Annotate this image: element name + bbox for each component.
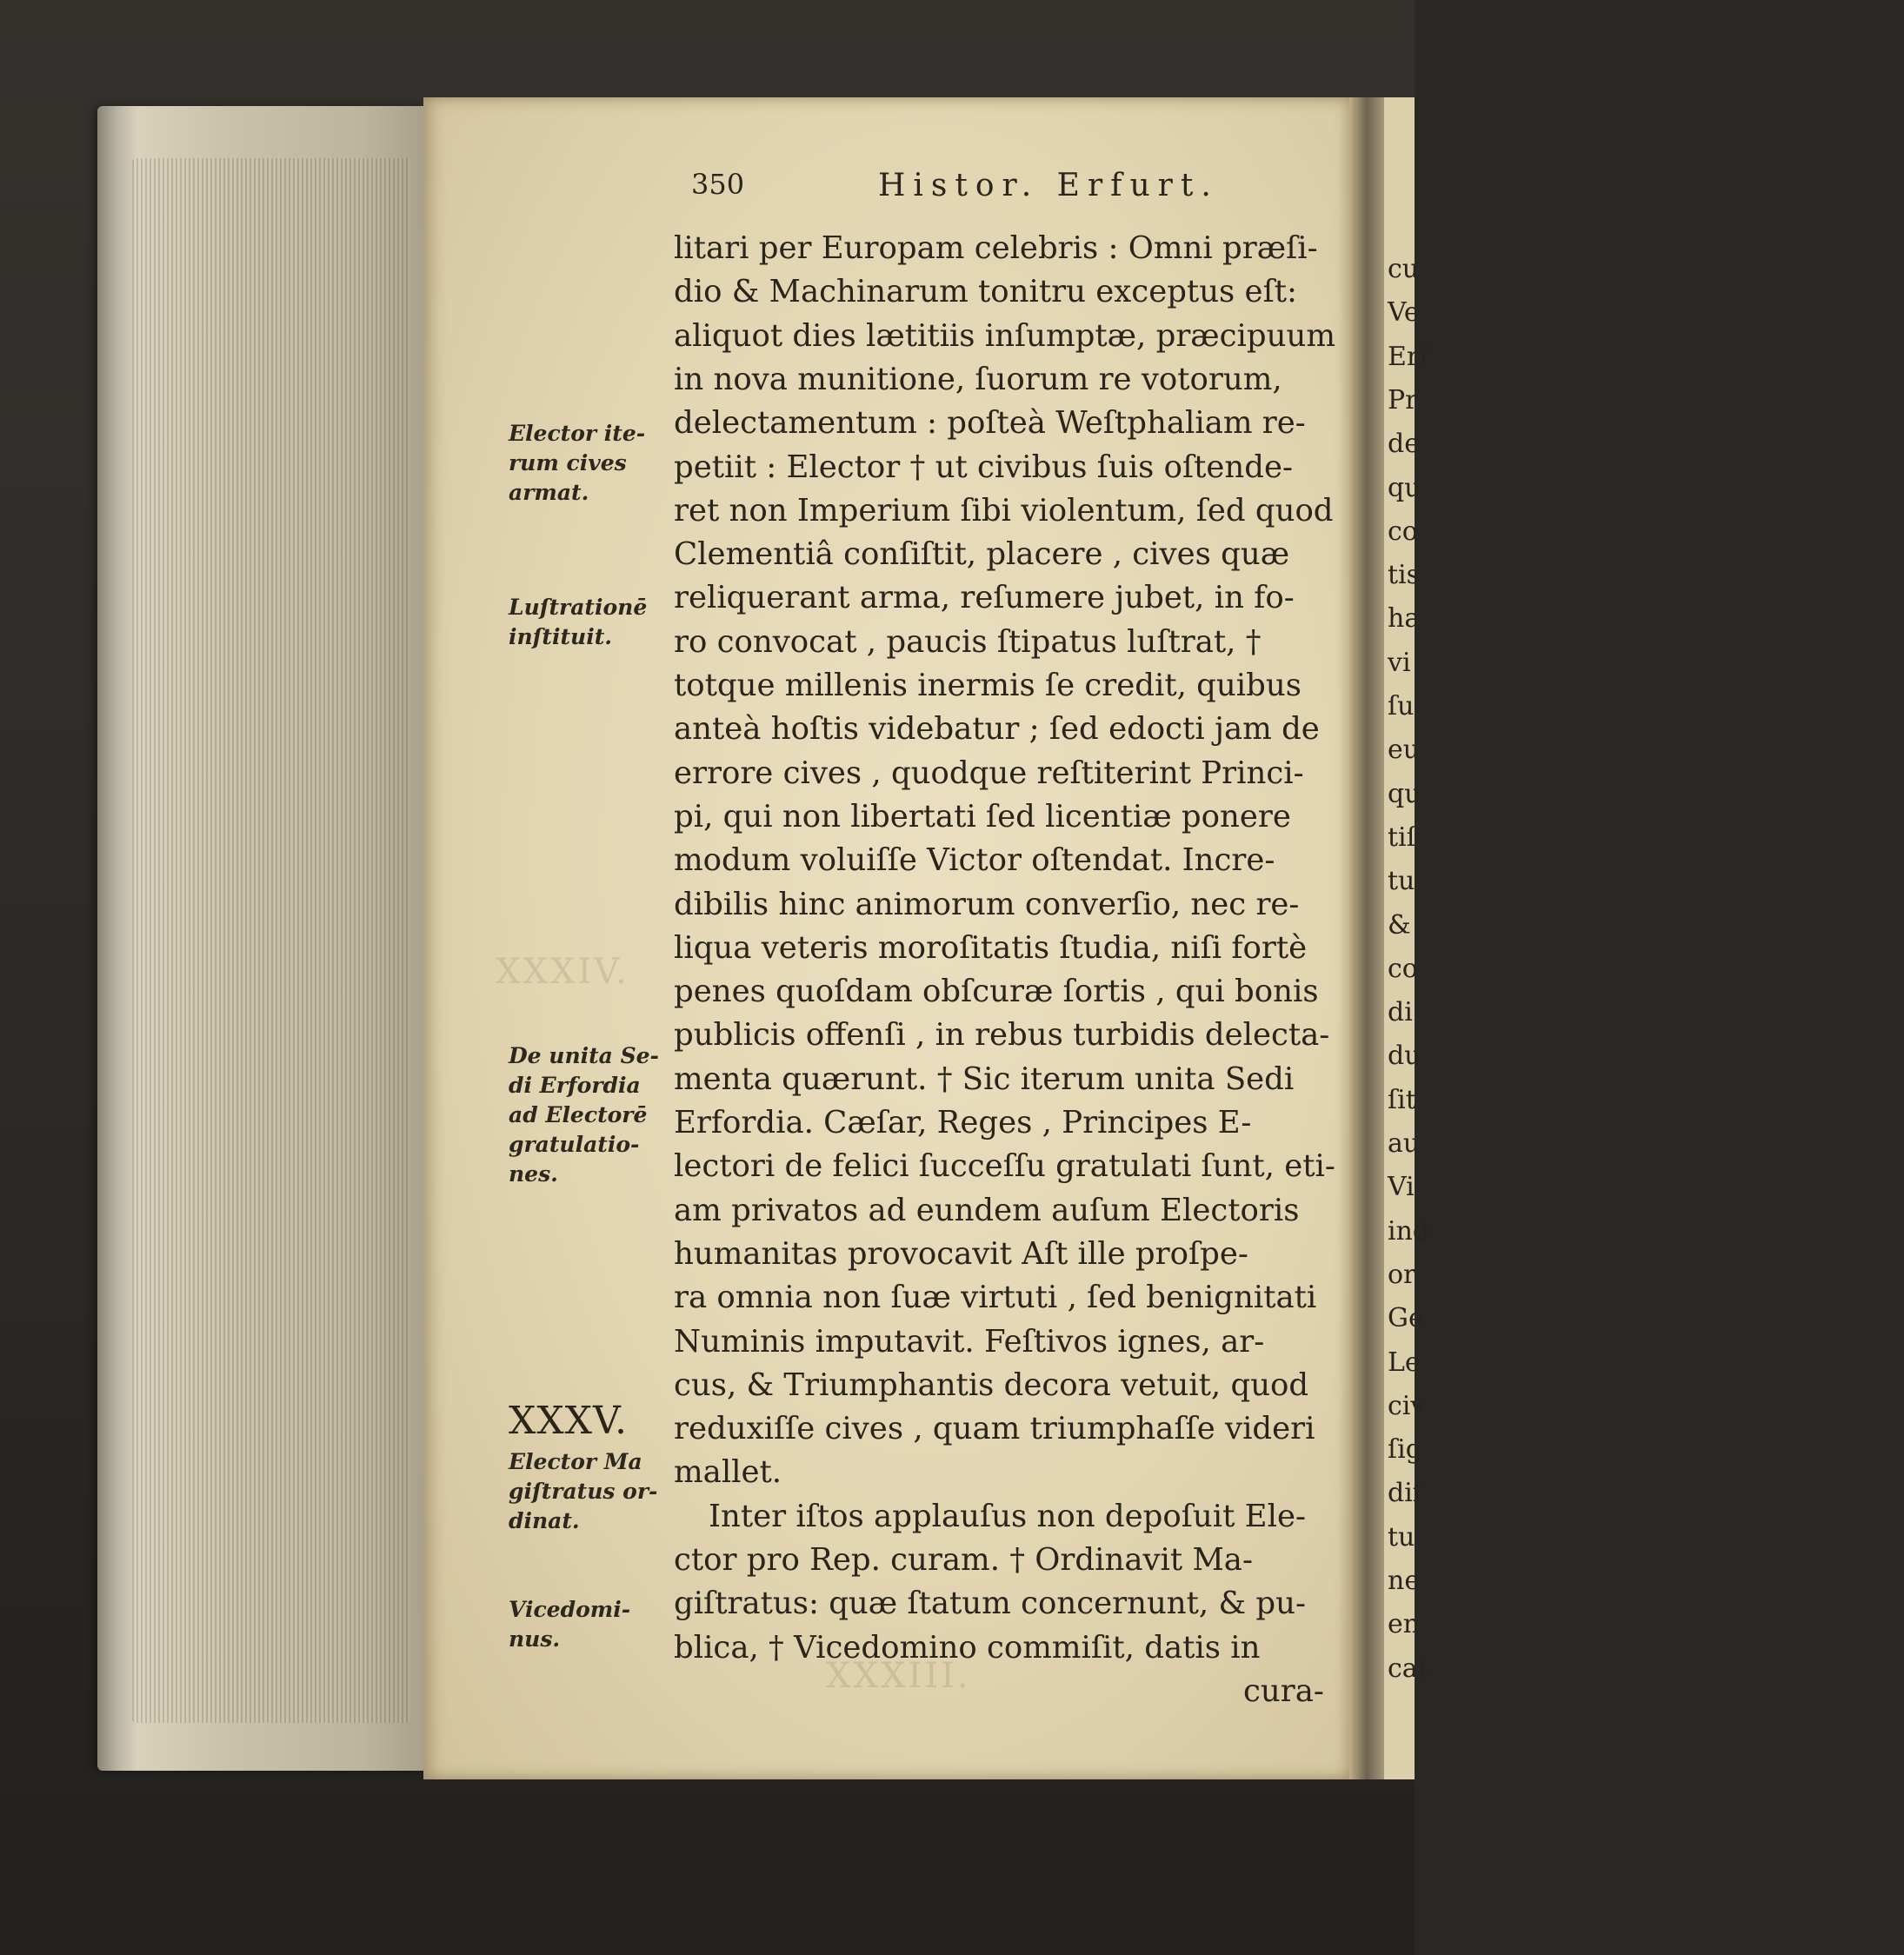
margin-note-line: dinat. (509, 1508, 580, 1533)
page-edges (97, 106, 428, 1771)
margin-note-line: gratulatio- (509, 1132, 640, 1157)
text-line: in nova munitione, ſuorum re votorum, (674, 361, 1282, 397)
text-line: totque millenis inermis ſe credit, quibus (674, 668, 1302, 703)
text-line: giſtratus: quæ ſtatum concernunt, & pu- (674, 1586, 1306, 1622)
facing-page-fragment: qu (1388, 472, 1421, 503)
margin-note (509, 419, 682, 508)
margin-note (509, 1041, 682, 1189)
text-line: publicis offenſi , in rebus turbidis delecta- (674, 1017, 1330, 1054)
facing-page-fragment: ha (1388, 603, 1421, 635)
facing-page-fragment: cat (1388, 1652, 1428, 1684)
facing-page-fragment: di (1388, 997, 1413, 1028)
margin-note-line: nus. (509, 1626, 561, 1652)
text-line: am privatos ad eundem auſum Electoris (674, 1192, 1300, 1228)
running-title: Histor. Erfurt. (878, 168, 1219, 203)
margin-note-line: rum cives (509, 450, 627, 475)
show-through-1: XXXIV. (496, 952, 629, 992)
margin-note-line: Vicedomi- (509, 1597, 631, 1622)
margin-note-line: nes. (509, 1161, 558, 1187)
margin-note-line: di Erfordia (509, 1073, 641, 1098)
text-line: ret non Imperium ſibi violentum, ſed quod (674, 492, 1334, 529)
facing-page-fragment: de (1388, 429, 1420, 460)
facing-page-fragment: co (1388, 515, 1418, 547)
margin-note-line: Luſtrationē (509, 595, 648, 620)
margin-note-line: Elector ite- (509, 421, 646, 446)
text-line: ra omnia non ſuæ virtuti , ſed benignitati (674, 1280, 1317, 1316)
facing-page-fragment: Le (1388, 1347, 1421, 1378)
text-line: reliquerant arma, reſumere jubet, in fo- (674, 580, 1295, 616)
facing-page-fragment: au (1388, 1128, 1421, 1159)
facing-page-fragment: tu (1388, 866, 1415, 897)
facing-page-fragment: ſig (1388, 1434, 1422, 1466)
facing-page (1384, 97, 1430, 1779)
facing-page-fragment: qu (1388, 778, 1421, 809)
facing-page-fragment: eu (1388, 735, 1421, 766)
text-line: Inter iſtos applauſus non depoſuit Ele- (709, 1498, 1306, 1534)
margin-note-line: Elector Ma (509, 1449, 642, 1474)
margin-note-line: De unita Se- (509, 1043, 659, 1068)
text-line: lectori de felici ſucceſſu gratulati ſunt, eti- (674, 1148, 1335, 1185)
facing-page-fragment: ne (1388, 1566, 1421, 1596)
facing-page-fragment: civ (1388, 1390, 1426, 1421)
facing-page-fragment: Vi (1388, 1172, 1415, 1203)
text-line: liqua veteris moroſitatis ſtudia, niſi fortè (674, 929, 1308, 966)
running-header (691, 168, 1317, 209)
show-through-2: XXXIII. (826, 1656, 971, 1696)
facing-page-fragment: Erf (1388, 341, 1429, 372)
text-line: pi, qui non libertati ſed licentiæ ponere (674, 798, 1291, 835)
margin-note (509, 593, 682, 652)
facing-page-fragment: ind (1388, 1215, 1430, 1247)
facing-page-fragment: & (1388, 909, 1411, 941)
text-line: Erfordia. Cæſar, Reges , Principes E- (674, 1105, 1252, 1140)
margin-note-line: armat. (509, 480, 589, 505)
facing-page-fragment: ſit (1388, 1084, 1416, 1115)
facing-page-fragment: vi (1388, 647, 1411, 678)
page-number: 350 (691, 168, 745, 201)
facing-page-fragment: tiſ (1388, 821, 1416, 853)
text-line: penes quoſdam obſcuræ ſortis , qui bonis (674, 974, 1319, 1010)
facing-page-fragment: or (1388, 1259, 1416, 1290)
margin-note-line: ad Electorē (509, 1102, 648, 1127)
facing-page-fragment: Ge (1388, 1303, 1424, 1334)
text-line: ro convocat , paucis ſtipatus luſtrat, † (674, 623, 1262, 660)
text-line: errore cives , quodque reſtiterint Princi- (674, 755, 1304, 791)
text-line: modum voluiſſe Victor oſtendat. Incre- (674, 842, 1275, 879)
text-line: delectamentum : poſteà Weſtphaliam re- (674, 405, 1306, 442)
facing-page-fragment: tis (1388, 560, 1421, 591)
facing-page-fragment: Pr (1388, 384, 1418, 416)
facing-page-fragment: diſ (1388, 1478, 1422, 1509)
margin-note (509, 1447, 682, 1536)
facing-page-fragment: tu (1388, 1521, 1415, 1553)
facing-page-fragment: en (1388, 1609, 1421, 1640)
margin-note-line: inſtituit. (509, 624, 612, 649)
text-line: humanitas provocavit Aſt ille proſpe- (674, 1235, 1248, 1272)
margin-note (509, 1595, 682, 1654)
section-number: XXXV. (509, 1399, 629, 1443)
text-line: blica, † Vicedomino commiſit, datis in (674, 1629, 1261, 1666)
text-line: aliquot dies lætitiis inſumptæ, præcipuum (674, 317, 1336, 354)
facing-page-fragment: Ve (1388, 297, 1420, 329)
text-line: dio & Machinarum tonitru exceptus eſt: (674, 274, 1297, 310)
text-line: ctor pro Rep. curam. † Ordinavit Ma- (674, 1542, 1253, 1578)
facing-page-fragment: cu (1388, 254, 1420, 284)
text-line: cus, & Triumphantis decora vetuit, quod (674, 1367, 1309, 1403)
text-line: anteà hoſtis videbatur ; ſed edocti jam de (674, 711, 1320, 748)
text-line: reduxiſſe cives , quam triumphaſſe videri (674, 1411, 1315, 1447)
facing-page-fragment: co (1388, 953, 1418, 984)
text-line: dibilis hinc animorum converſio, nec re- (674, 886, 1300, 922)
facing-page-fragment: ſu (1388, 691, 1415, 721)
text-line: petiit : Elector † ut civibus ſuis oſtende- (674, 449, 1293, 485)
facing-page-fragment: du (1388, 1041, 1421, 1072)
text-line: litari per Europam celebris : Omni præſi- (674, 230, 1318, 266)
text-line: menta quærunt. † Sic iterum unita Sedi (674, 1061, 1295, 1097)
margin-note-line: giſtratus or- (509, 1479, 658, 1504)
text-line: Numinis imputavit. Feſtivos ignes, ar- (674, 1323, 1265, 1360)
text-line: Clementiâ conſiſtit, placere , cives quæ (674, 536, 1290, 573)
page-edges-texture (132, 158, 410, 1723)
text-line: mallet. (674, 1454, 782, 1491)
text-line: cura- (1243, 1672, 1324, 1709)
